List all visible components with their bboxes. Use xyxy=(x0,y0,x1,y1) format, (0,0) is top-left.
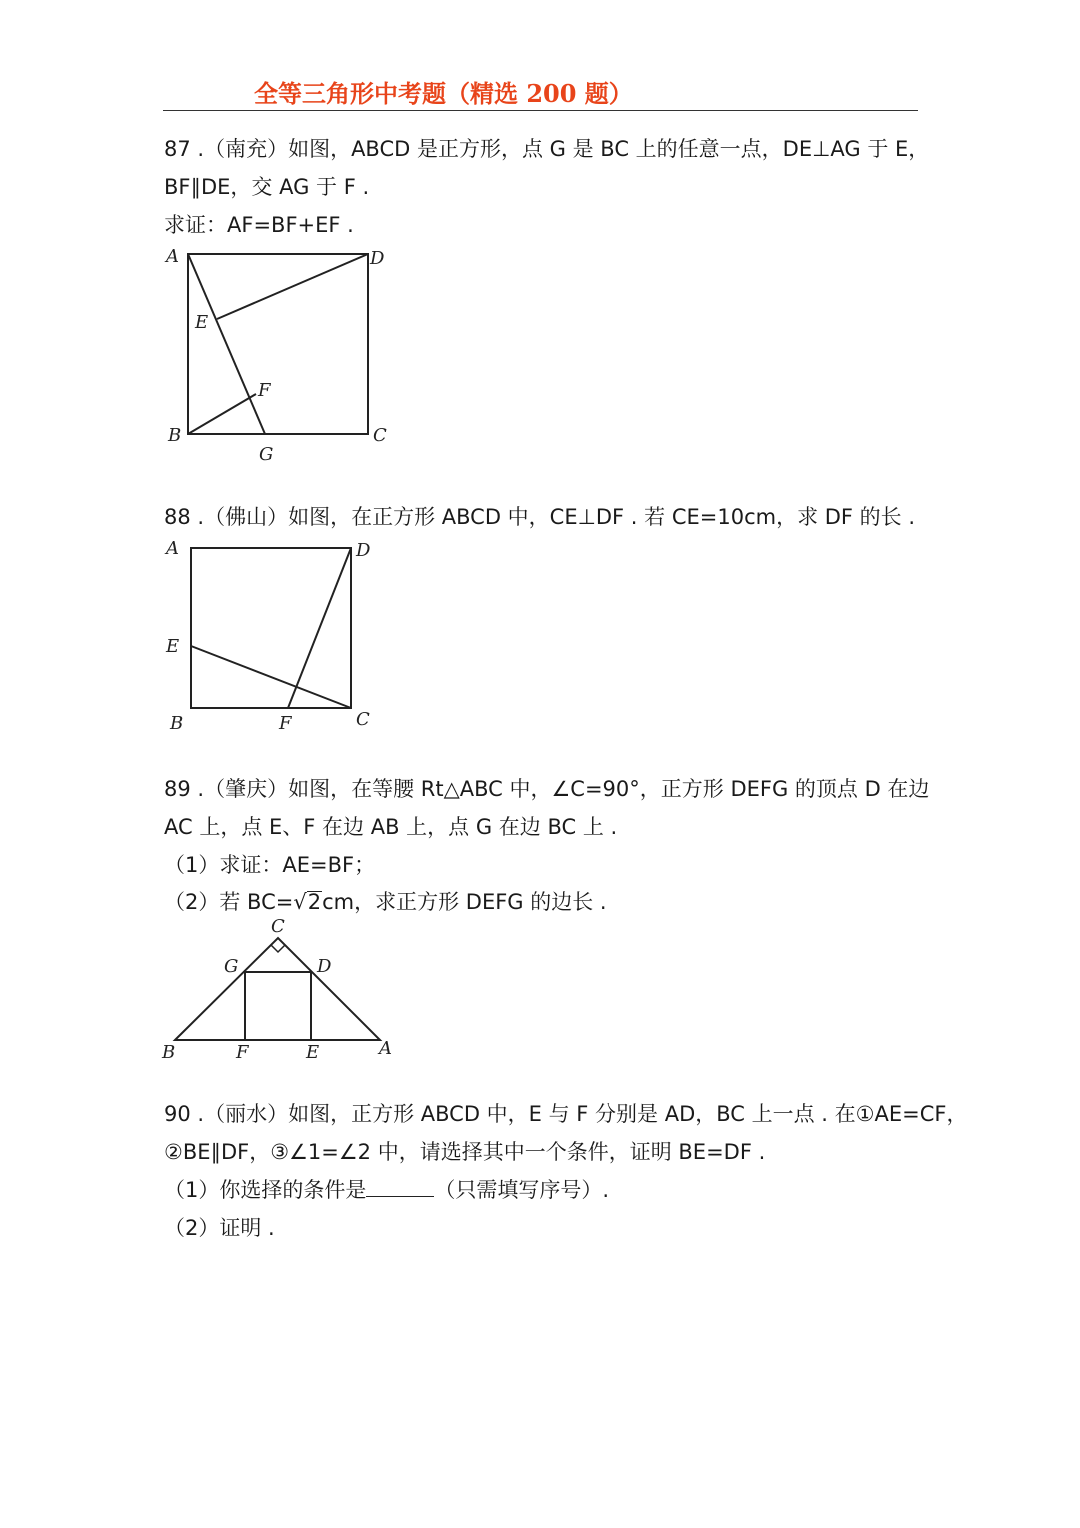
problem-89-line-1: 89 .（肇庆）如图，在等腰 Rt△ABC 中，∠C=90°，正方形 DEFG 的顶点 D 在边 xyxy=(164,777,930,801)
problem-87-line-3: 求证：AF=BF+EF . xyxy=(164,213,354,237)
label-a: A xyxy=(379,1038,392,1059)
label-c: C xyxy=(356,709,370,730)
label-e: E xyxy=(166,636,180,657)
label-d: D xyxy=(317,956,332,977)
label-d: D xyxy=(356,540,371,561)
problem-90-line-2: ②BE∥DF，③∠1=∠2 中，请选择其中一个条件，证明 BE=DF . xyxy=(164,1140,766,1164)
problem-87-figure xyxy=(160,244,400,473)
problem-89-line-3: （1）求证：AE=BF； xyxy=(164,853,376,877)
label-d: D xyxy=(370,248,385,269)
segment-ag xyxy=(188,254,265,434)
problem-90-line-4: （2）证明 . xyxy=(164,1216,275,1240)
label-e: E xyxy=(195,312,209,333)
right-angle-mark xyxy=(271,945,285,952)
segment-df xyxy=(288,548,351,708)
page-title: 全等三角形中考题（精选 200 题） xyxy=(254,79,633,108)
label-b: B xyxy=(162,1042,176,1063)
problem-88-line-1: 88 .（佛山）如图，在正方形 ABCD 中，CE⊥DF . 若 CE=10cm，求 DF 的长 . xyxy=(164,505,916,529)
label-b: B xyxy=(168,425,182,446)
problem-90-line-1: 90 .（丽水）如图，正方形 ABCD 中，E 与 F 分别是 AD，BC 上一点 . 在①AE=CF， xyxy=(164,1102,968,1126)
square-abcd xyxy=(191,548,351,708)
problem-90-line-3-pre: （1）你选择的条件是 xyxy=(164,1178,367,1202)
problem-90-line-3 xyxy=(164,1175,609,1205)
label-a: A xyxy=(166,538,179,559)
label-g: G xyxy=(259,444,274,465)
label-c: C xyxy=(271,916,285,937)
segment-ce xyxy=(191,646,351,708)
problem-88-figure xyxy=(160,536,390,745)
problem-89-line-4-pre: （2）若 BC= xyxy=(164,890,294,914)
label-f: F xyxy=(279,713,292,734)
problem-90-line-3-post: （只需填写序号）. xyxy=(434,1178,610,1202)
problem-87-line-2: BF∥DE，交 AG 于 F . xyxy=(164,175,370,199)
segment-bf xyxy=(188,394,256,434)
sqrt-symbol: √2 xyxy=(293,890,322,914)
label-b: B xyxy=(170,713,184,734)
label-f: F xyxy=(236,1042,249,1063)
label-a: A xyxy=(166,246,179,267)
label-g: G xyxy=(224,956,239,977)
label-c: C xyxy=(373,425,387,446)
problem-89-line-4-post: cm，求正方形 DEFG 的边长 . xyxy=(322,890,607,914)
square-abcd xyxy=(188,254,368,434)
segment-de xyxy=(217,254,368,319)
header-divider xyxy=(163,110,918,111)
triangle-abc xyxy=(175,938,380,1040)
problem-89-figure xyxy=(160,916,400,1070)
problem-89-line-2: AC 上，点 E、F 在边 AB 上，点 G 在边 BC 上 . xyxy=(164,815,618,839)
problem-89-line-4 xyxy=(164,887,607,917)
answer-blank[interactable] xyxy=(366,1176,434,1197)
label-f: F xyxy=(258,380,271,401)
sqrt-radicand: 2 xyxy=(307,890,322,914)
problem-87-line-1: 87 .（南充）如图，ABCD 是正方形，点 G 是 BC 上的任意一点，DE⊥AG 于 E， xyxy=(164,137,930,161)
square-defg xyxy=(245,972,311,1040)
label-e: E xyxy=(306,1042,320,1063)
